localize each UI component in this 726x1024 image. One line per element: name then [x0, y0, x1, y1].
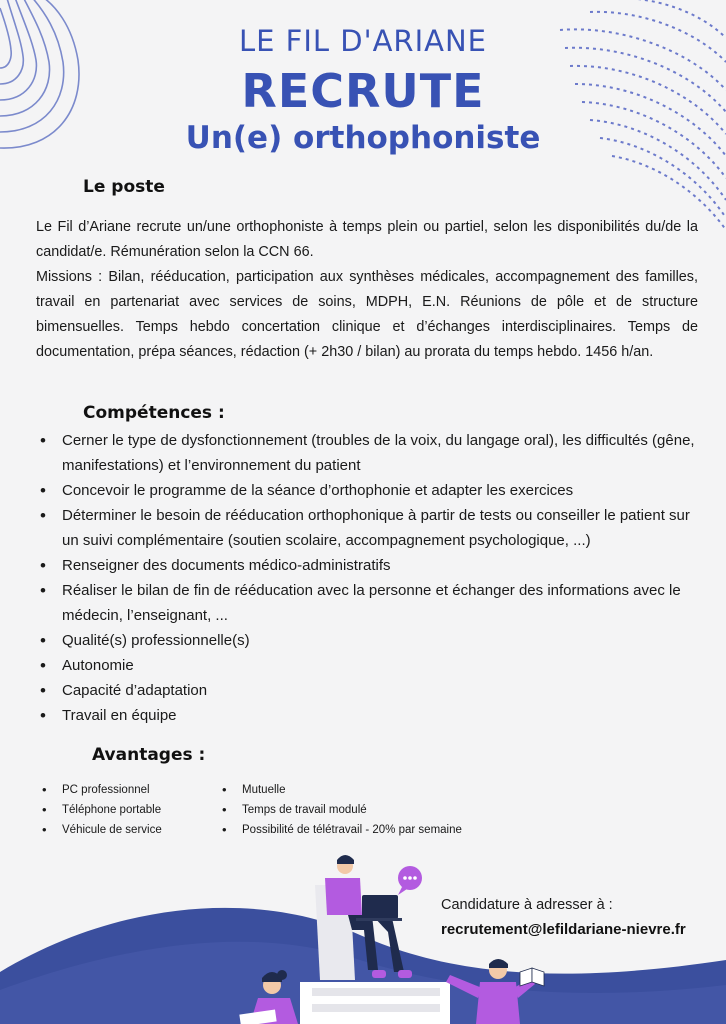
list-item: • Téléphone portable — [36, 800, 216, 820]
section-heading-avantages: Avantages : — [92, 745, 206, 765]
recruiting-title: RECRUTE — [241, 64, 485, 118]
application-email[interactable]: recrutement@lefildariane-nievre.fr — [441, 921, 686, 938]
list-item: • Temps de travail modulé — [216, 800, 516, 820]
chat-bubble-icon — [398, 866, 422, 895]
list-item: • Renseigner des documents médico-administratifs — [36, 553, 706, 578]
application-label: Candidature à adresser à : — [441, 897, 613, 913]
list-item: • Réaliser le bilan de fin de rééducation avec la personne et échanger des informations avec le médecin, l’enseignant, ... — [36, 578, 706, 628]
organization-name: LE FIL D'ARIANE — [238, 24, 487, 58]
section-heading-competences: Compétences : — [83, 403, 225, 423]
list-item: • Mutuelle — [216, 780, 516, 800]
list-item: • Travail en équipe — [36, 703, 706, 728]
list-item: • Cerner le type de dysfonctionnement (troubles de la voix, du langage oral), les difficultés (gêne, manifestations) et l’environnement du patient — [36, 428, 706, 478]
list-item: • Possibilité de télétravail - 20% par semaine — [216, 820, 516, 840]
section-heading-poste: Le poste — [83, 177, 165, 197]
list-item: • Capacité d’adaptation — [36, 678, 706, 703]
person-with-laptop — [300, 855, 450, 1024]
list-item: • Qualité(s) professionnelle(s) — [36, 628, 706, 653]
list-item: • Autonomie — [36, 653, 706, 678]
job-title: Un(e) orthophoniste — [185, 120, 541, 156]
laptop-icon — [356, 895, 402, 921]
list-item: • Déterminer le besoin de rééducation orthophonique à partir de tests ou conseiller le patient sur un suivi complémentaire (soutien scolaire, accompagnement psychologique, ...) — [36, 503, 706, 553]
list-item: • Véhicule de service — [36, 820, 216, 840]
list-item: • PC professionnel — [36, 780, 216, 800]
missions-paragraph: Missions : Bilan, rééducation, participation aux synthèses médicales, accompagnement des familles, travail en partenariat avec services de soins, MDPH, E.N. Réunions de pôle et de structure bimensuelles. Temps hebdo concertation clinique et d’échanges interdisciplinaires. Temps de documentation, prépa séances, rédaction (+ 2h30 / bilan) au prorata du temps hebdo. 1456 h/an. — [36, 269, 698, 360]
list-item: • Concevoir le programme de la séance d’orthophonie et adapter les exercices — [36, 478, 706, 503]
poste-paragraph: Le Fil d’Ariane recrute un/une orthophoniste à temps plein ou partiel, selon les disponibilités du/de la candidat/e. Rémunération selon la CCN 66. — [36, 219, 698, 260]
